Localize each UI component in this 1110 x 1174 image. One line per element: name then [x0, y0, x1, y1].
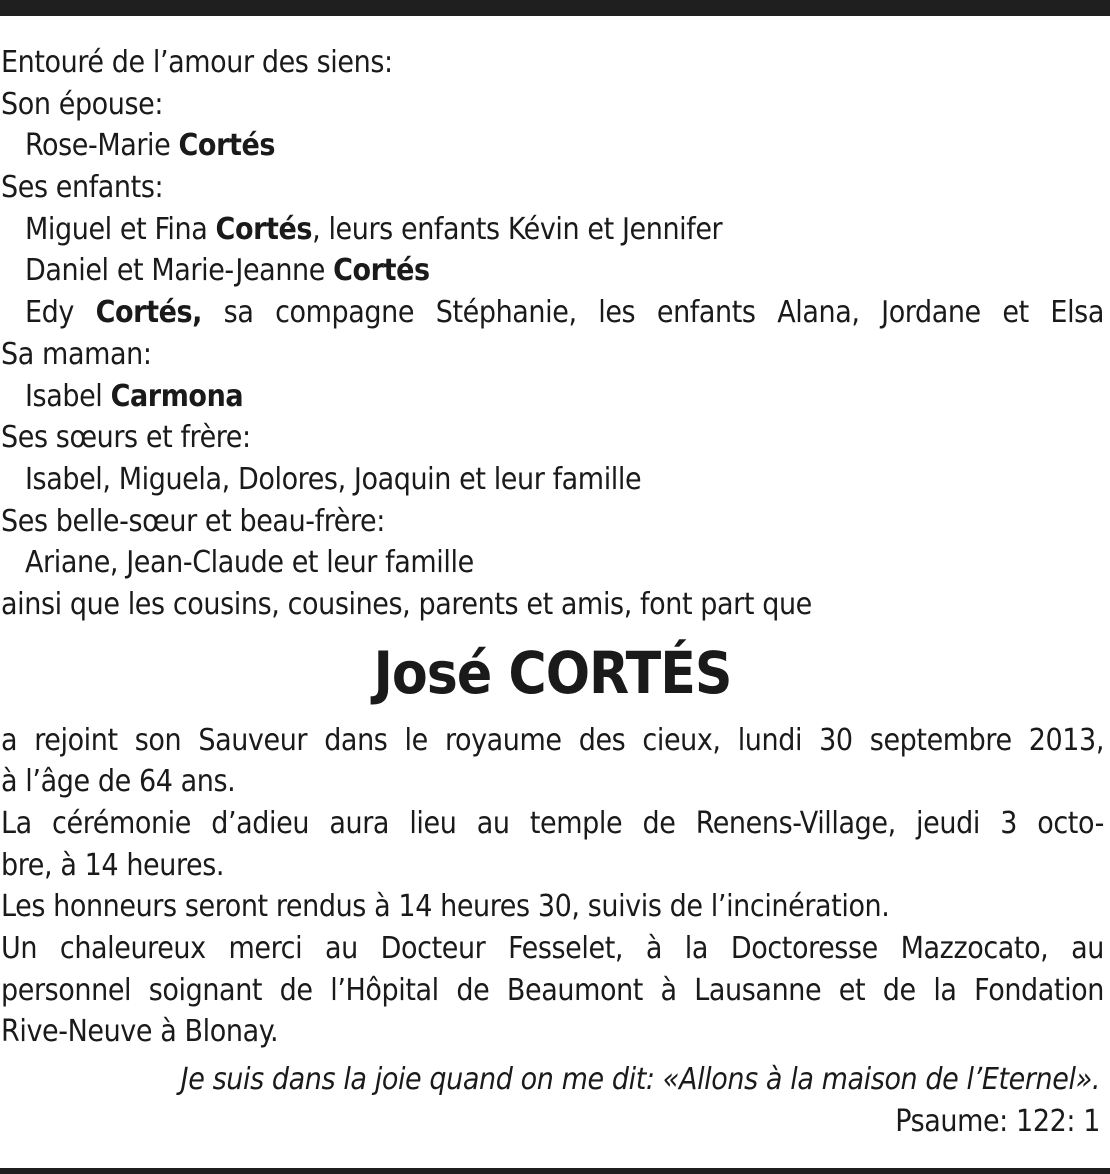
top-rule [0, 0, 1110, 16]
spouse-entry [1, 125, 1104, 167]
child-rest: sa compagne Stéphanie, les enfants Alana, Jordane et Elsa [202, 295, 1104, 331]
inlaws-entry: Ariane, Jean-Claude et leur famille [25, 545, 474, 581]
child-given: Daniel et Marie-Jeanne [25, 253, 325, 289]
announcement-line: à l’âge de 64 ans. [1, 764, 236, 800]
spouse-label: Son épouse: [1, 86, 164, 122]
announcement-line: a rejoint son Sauveur dans le royaume des cieux, lundi 30 septembre 2013, [1, 722, 1104, 758]
mother-given: Isabel [25, 378, 103, 414]
honors-line: Les honneurs seront rendus à 14 heures 30, suivis de l’incinération. [1, 889, 890, 925]
child-given: Miguel et Fina [25, 211, 208, 247]
child-entry-2 [1, 250, 1104, 292]
scripture-quote: Je suis dans la joie quand on me dit: «Allons à la maison de l’Eternel». [180, 1062, 1100, 1098]
thanks-line: Un chaleureux merci au Docteur Fesselet, à la Doctoresse Mazzocato, au [1, 931, 1104, 967]
bottom-rule [0, 1168, 1110, 1174]
mother-label: Sa maman: [1, 336, 152, 372]
thanks-line: Rive-Neuve à Blonay. [1, 1014, 279, 1050]
child-surname: Cortés, [95, 295, 203, 331]
spouse-surname: Cortés [178, 128, 276, 164]
children-label: Ses enfants: [1, 170, 164, 206]
child-entry-1 [1, 209, 1104, 251]
deceased-name: José CORTÉS [373, 638, 732, 707]
siblings-entry: Isabel, Miguela, Dolores, Joaquin et leur famille [25, 461, 642, 497]
family-closing: ainsi que les cousins, cousines, parents et amis, font part que [1, 586, 812, 622]
ceremony-line: La cérémonie d’adieu aura lieu au temple de Renens-Village, jeudi 3 octo- [1, 806, 1104, 841]
child-rest: , leurs enfants Kévin et Jennifer [312, 211, 723, 247]
ceremony-line: bre, à 14 heures. [1, 847, 225, 883]
child-given: Edy [25, 295, 74, 331]
child-entry-3 [1, 292, 1104, 334]
thanks-line: personnel soignant de l’Hôpital de Beaumont à Lausanne et de la Fondation [1, 972, 1104, 1008]
siblings-label: Ses sœurs et frère: [1, 420, 251, 456]
inlaws-label: Ses belle-sœur et beau-frère: [1, 503, 385, 539]
mother-surname: Carmona [110, 378, 244, 414]
child-surname: Cortés [215, 211, 313, 247]
scripture-reference: Psaume: 122: 1 [895, 1103, 1100, 1139]
family-intro: Entouré de l’amour des siens: [1, 45, 393, 80]
spouse-given: Rose-Marie [25, 128, 171, 164]
obituary-notice [1, 42, 1104, 1143]
child-surname: Cortés [333, 253, 430, 289]
mother-entry [1, 376, 1104, 418]
